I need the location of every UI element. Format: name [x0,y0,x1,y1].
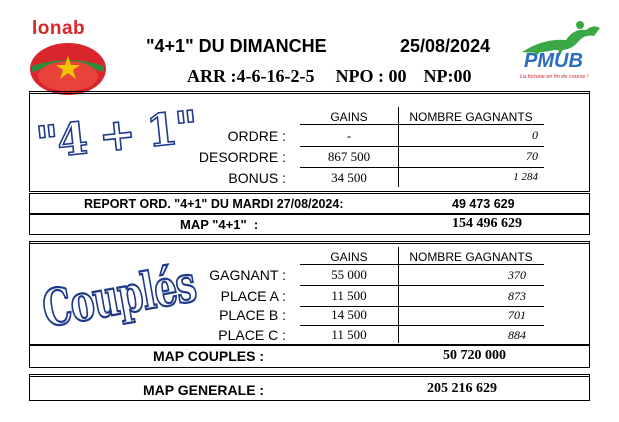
row-label: PLACE B : [219,307,286,323]
col-header-underline [300,124,544,125]
row-gain: - [346,128,352,143]
page-title: "4+1" DU DIMANCHE [146,36,327,56]
map-generale-value: 205 216 629 [427,381,497,396]
row-label: BONUS : [228,170,286,186]
row-underline [300,285,544,286]
row-winners: 701 [508,308,526,322]
col-gains-header: GAINS [330,250,368,264]
row-winners: 70 [526,149,538,163]
report-label: REPORT ORD. "4+1" DU MARDI 27/08/2024: [84,197,344,211]
map-4plus1-value: 154 496 629 [452,216,522,231]
row-label: DESORDRE : [198,149,286,165]
npo: NPO : 00 [335,66,407,86]
pmub-tagline: La fortune en fin de course ! [520,74,589,80]
pmub-logo-text: PMUB [524,50,583,72]
col-winners-header: NOMBRE GAGNANTS [409,110,533,124]
arrival: ARR :4-6-16-2-5 [187,66,315,86]
row-winners: 370 [508,268,526,282]
map-generale-top-rule [29,374,590,377]
row-label: ORDRE : [227,128,286,144]
col-gains-header: GAINS [330,110,368,124]
row-gain: 11 500 [331,288,367,303]
row-underline [300,325,544,326]
map-4plus1-label: MAP "4+1" : [180,217,259,232]
pmub-logo [514,18,606,82]
map-couples-label: MAP COUPLES : [153,348,264,364]
row-label: PLACE C : [218,327,286,343]
emblem-4plus1: "4 + 1" [33,101,199,170]
row-gain: 11 500 [331,327,367,342]
np: NP:00 [423,66,472,86]
row-winners: 1 284 [513,171,538,183]
row-label: GAGNANT : [209,267,286,283]
section-couples-top-rule [29,241,590,244]
row-underline [300,167,544,168]
emblem-couples: Couplés [38,254,200,340]
row-gain: 14 500 [331,307,367,322]
row-gain: 55 000 [331,267,367,282]
row-winners: 0 [532,128,538,142]
section-4plus1-top-rule [29,91,590,94]
lonab-logo-text: lonab [32,18,86,39]
row-label: PLACE A : [220,288,286,304]
map-couples-value: 50 720 000 [443,348,506,363]
lonab-logo [22,14,114,98]
row-winners: 873 [508,289,526,303]
report-value: 49 473 629 [452,197,515,211]
row-gain: 867 500 [327,149,371,164]
arrival-line [187,66,471,87]
draw-date: 25/08/2024 [400,36,491,56]
col-header-underline [300,264,544,265]
row-gain: 34 500 [331,170,367,185]
col-winners-header: NOMBRE GAGNANTS [409,250,533,264]
map-generale-label: MAP GENERALE : [143,382,265,398]
row-winners: 884 [508,328,526,342]
row-underline [300,146,544,147]
map-generale-row [29,374,590,401]
